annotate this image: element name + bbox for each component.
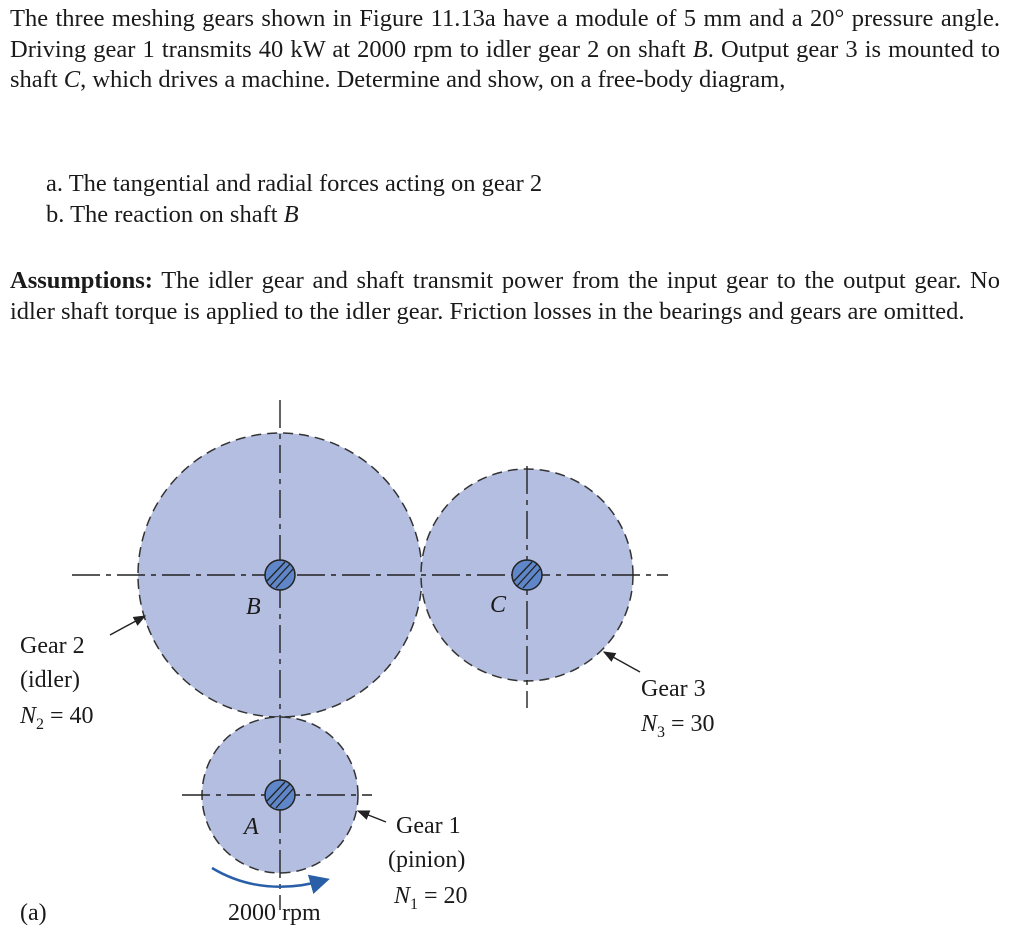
problem-text-1: The three meshing gears shown in Figure 11.13a have a module of 5 mm and a 20° pressure angle. Driving gear 1 transmits 40 kW at 2000 rpm to idler gear 2 on shaft bbox=[10, 5, 1000, 63]
shaft-hub-c bbox=[512, 560, 542, 590]
task-marker-b: b. bbox=[46, 201, 65, 228]
shaft-label-c: C bbox=[490, 592, 507, 618]
task-text-b: The reaction on shaft bbox=[70, 201, 284, 228]
shaft-label-a: A bbox=[244, 814, 259, 840]
gear-2-teeth: $N_2 = 40$ bbox=[20, 703, 94, 733]
gear-2-name: Gear 2 bbox=[20, 633, 85, 659]
gear-1-leader bbox=[358, 811, 386, 822]
shaft-label-b: B bbox=[246, 594, 261, 620]
gear-2-role: (idler) bbox=[20, 667, 80, 693]
task-marker-a: a. bbox=[46, 170, 63, 197]
task-item-b bbox=[46, 199, 542, 230]
gear-2-leader bbox=[110, 616, 145, 635]
shaft-hub-a bbox=[265, 780, 295, 810]
gear-3-teeth: $N_3 = 30$ bbox=[641, 711, 715, 741]
gear-3-name: Gear 3 bbox=[641, 676, 706, 702]
assumptions-text: The idler gear and shaft transmit power from the input gear to the output gear. No idler shaft torque is applied to the idler gear. Friction losses in the bearings and gears are omitted. bbox=[10, 267, 1000, 325]
gear-3-leader bbox=[604, 652, 640, 672]
task-list bbox=[46, 168, 542, 230]
shaft-c-ref: C bbox=[63, 66, 81, 93]
task-text-b-shaft: B bbox=[283, 201, 299, 228]
assumptions-label: Assumptions: bbox=[10, 267, 153, 294]
problem-text-2: . Output gear 3 is mounted to shaft bbox=[10, 35, 1001, 93]
task-item-a bbox=[46, 168, 542, 199]
task-text-a: The tangential and radial forces acting on gear 2 bbox=[68, 170, 543, 197]
assumptions bbox=[10, 266, 1000, 327]
problem-statement bbox=[10, 4, 1000, 96]
gear-2-label bbox=[19, 633, 94, 733]
gear-train-figure bbox=[0, 390, 1024, 932]
problem-text-3: , which drives a machine. Determine and show, on a free-body diagram, bbox=[80, 66, 786, 93]
shaft-hub-b bbox=[265, 560, 295, 590]
shaft-b-ref: B bbox=[692, 35, 708, 63]
gear-3-label bbox=[640, 676, 715, 741]
panel-label: (a) bbox=[20, 900, 47, 926]
speed-label: 2000 rpm bbox=[228, 900, 321, 926]
gear-1-role: (pinion) bbox=[388, 847, 466, 873]
gear-1-teeth: $N_1 = 20$ bbox=[394, 883, 468, 913]
gear-1-name: Gear 1 bbox=[396, 813, 461, 839]
gear-1-label bbox=[388, 813, 468, 913]
